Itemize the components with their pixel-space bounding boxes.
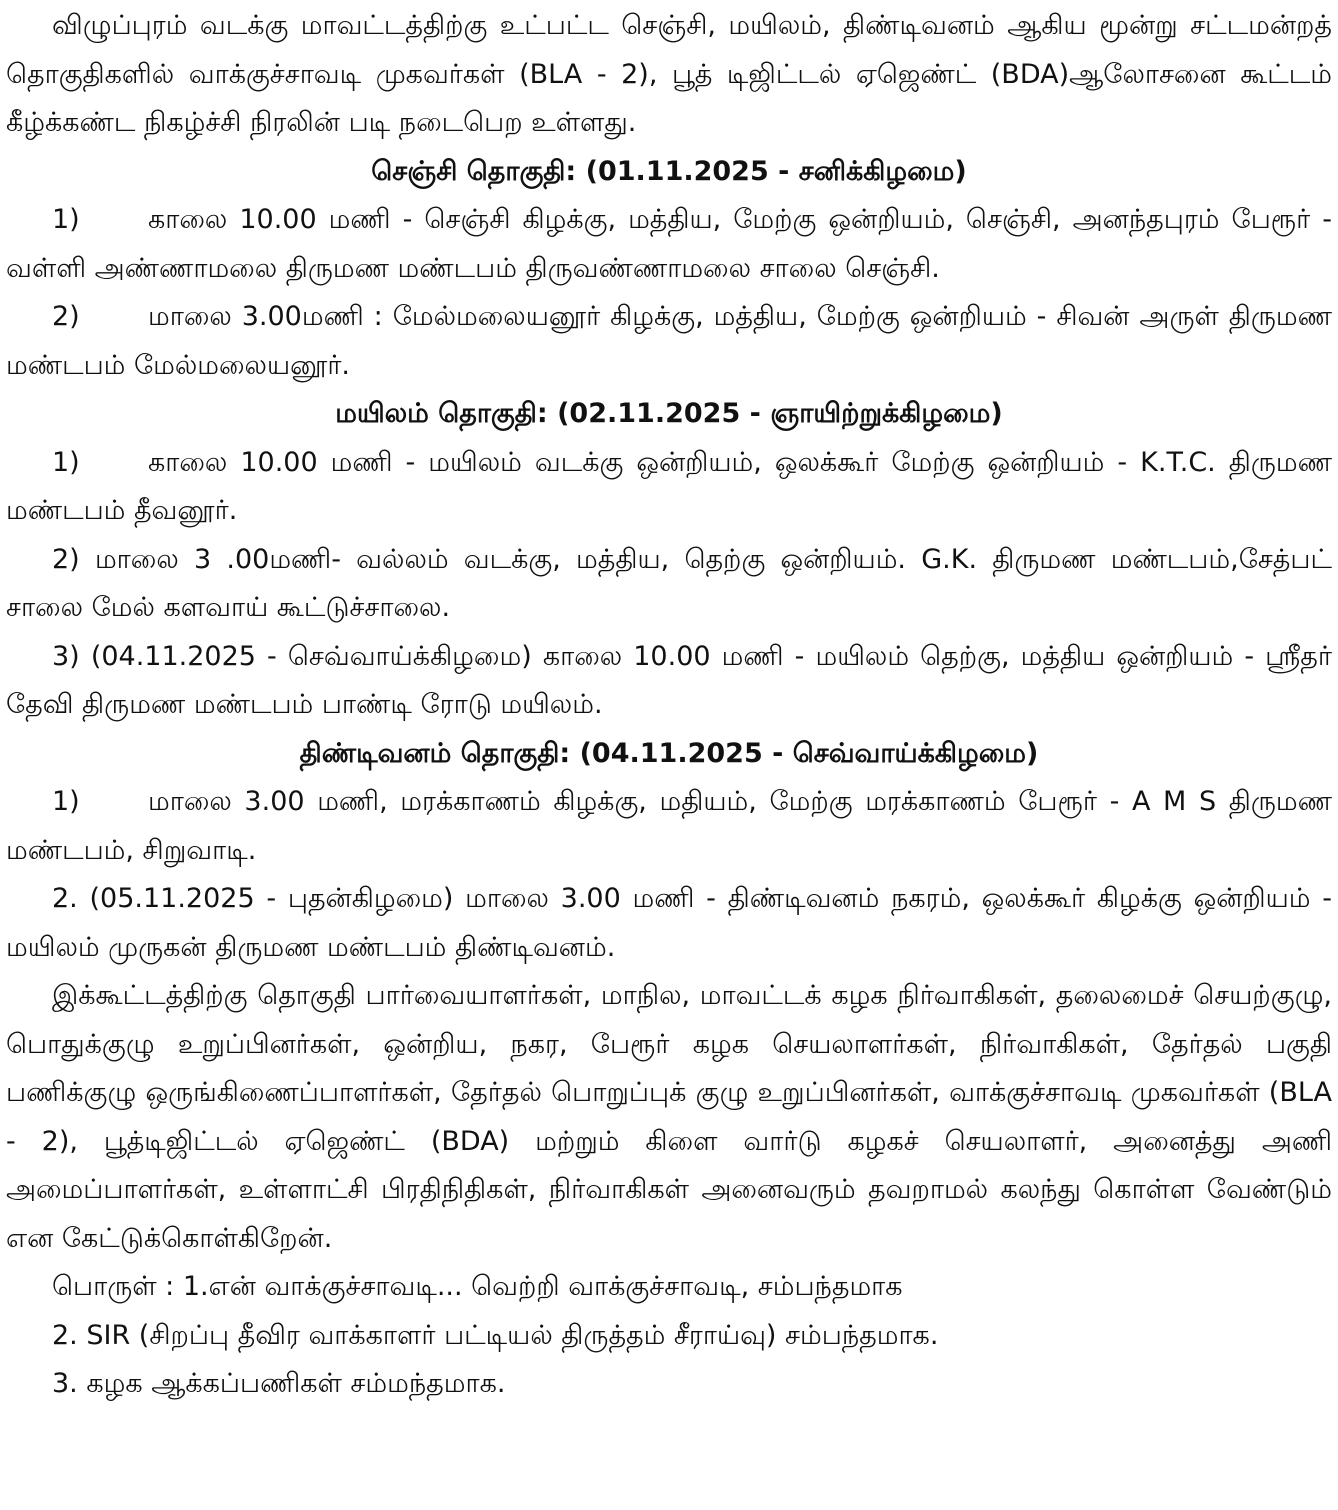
item-number: 1) <box>52 786 80 817</box>
item-number: 2) <box>52 301 80 332</box>
list-item <box>6 293 1332 390</box>
list-item <box>6 439 1332 536</box>
intro-paragraph: விழுப்புரம் வடக்கு மாவட்டத்திற்கு உட்பட்ட செஞ்சி, மயிலம், திண்டிவனம் ஆகிய மூன்று சட்டமன்றத் தொகுதிகளில் வாக்குச்சாவடி முகவர்கள் (BLA - 2), பூத் டிஜிட்டல் ஏஜெண்ட் (BDA)ஆலோசனை கூட்டம் கீழ்க்கண்ட நிகழ்ச்சி நிரலின் படி நடைபெற உள்ளது. <box>6 10 1332 138</box>
section-heading-mailam: மயிலம் தொகுதி: (02.11.2025 - ஞாயிற்றுக்கிழமை) <box>335 398 1003 429</box>
item-text: (04.11.2025 - செவ்வாய்க்கிழமை) காலை 10.00 மணி - மயிலம் தெற்கு, மத்திய ஒன்றியம் - ஸ்ரீதர் தேவி திருமண மண்டபம் பாண்டி ரோடு மயிலம். <box>6 640 1332 720</box>
list-item <box>6 536 1332 633</box>
invitation-paragraph: இக்கூட்டத்திற்கு தொகுதி பார்வையாளர்கள், மாநில, மாவட்டக் கழக நிர்வாகிகள், தலைமைச் செயற்குழு, பொதுக்குழு உறுப்பினர்கள், ஒன்றிய, நகர, பேரூர் கழக செயலாளர்கள், நிர்வாகிகள், தேர்தல் பகுதி பணிக்குழு ஒருங்கிணைப்பாளர்கள், தேர்தல் பொறுப்புக் குழு உறுப்பினர்கள், வாக்குச்சாவடி முகவர்கள் (BLA - 2), பூத்டிஜிட்டல் ஏஜெண்ட் (BDA) மற்றும் கிளை வார்டு கழகச் செயலாளர், அனைத்து அணி அமைப்பாளர்கள், உள்ளாட்சி பிரதிநிதிகள், நிர்வாகிகள் அனைவரும் தவறாமல் கலந்து கொள்ள வேண்டும் என கேட்டுக்கொள்கிறேன். <box>6 980 1332 1254</box>
section-heading-gingee: செஞ்சி தொகுதி: (01.11.2025 - சனிக்கிழமை) <box>371 155 967 187</box>
subject-line-3: 3. கழக ஆக்கப்பணிகள் சம்மந்தமாக. <box>52 1368 506 1399</box>
list-item <box>6 196 1332 293</box>
subject-line-2: 2. SIR (சிறப்பு தீவிர வாக்காளர் பட்டியல் திருத்தம் சீராய்வு) சம்பந்தமாக. <box>52 1319 939 1351</box>
item-number: 1) <box>52 204 80 235</box>
subject-line-1: பொருள் : 1.என் வாக்குச்சாவடி... வெற்றி வாக்குச்சாவடி, சம்பந்தமாக <box>52 1271 903 1302</box>
list-item <box>6 633 1332 730</box>
item-text: காலை 10.00 மணி - மயிலம் வடக்கு ஒன்றியம், ஒலக்கூர் மேற்கு ஒன்றியம் - K.T.C. திருமண மண்டபம் தீவனூர். <box>6 446 1332 526</box>
item-text: (05.11.2025 - புதன்கிழமை) மாலை 3.00 மணி - திண்டிவனம் நகரம், ஒலக்கூர் கிழக்கு ஒன்றியம் - மயிலம் முருகன் திருமண மண்டபம் திண்டிவனம். <box>6 883 1332 963</box>
item-number: 3) <box>52 640 80 672</box>
item-number: 1) <box>52 446 80 478</box>
item-text: மாலை 3 .00மணி- வல்லம் வடக்கு, மத்திய, தெற்கு ஒன்றியம். G.K. திருமண மண்டபம்,சேத்பட் சாலை மேல் களவாய் கூட்டுச்சாலை. <box>6 543 1332 623</box>
section-heading-tindivanam: திண்டிவனம் தொகுதி: (04.11.2025 - செவ்வாய்க்கிழமை) <box>299 737 1039 769</box>
item-text: மாலை 3.00 மணி, மரக்காணம் கிழக்கு, மதியம், மேற்கு மரக்காணம் பேரூர் - A M S திருமண மண்டபம், சிறுவாடி. <box>6 786 1332 866</box>
list-item <box>6 875 1332 972</box>
item-number: 2. <box>52 883 78 914</box>
item-text: காலை 10.00 மணி - செஞ்சி கிழக்கு, மத்திய, மேற்கு ஒன்றியம், செஞ்சி, அனந்தபுரம் பேரூர் - வள்ளி அண்ணாமலை திருமண மண்டபம் திருவண்ணாமலை சாலை செஞ்சி. <box>6 204 1332 284</box>
item-text: மாலை 3.00மணி : மேல்மலையனூர் கிழக்கு, மத்திய, மேற்கு ஒன்றியம் - சிவன் அருள் திருமண மண்டபம் மேல்மலையனூர். <box>6 301 1332 381</box>
list-item <box>6 778 1332 875</box>
item-number: 2) <box>52 543 80 575</box>
